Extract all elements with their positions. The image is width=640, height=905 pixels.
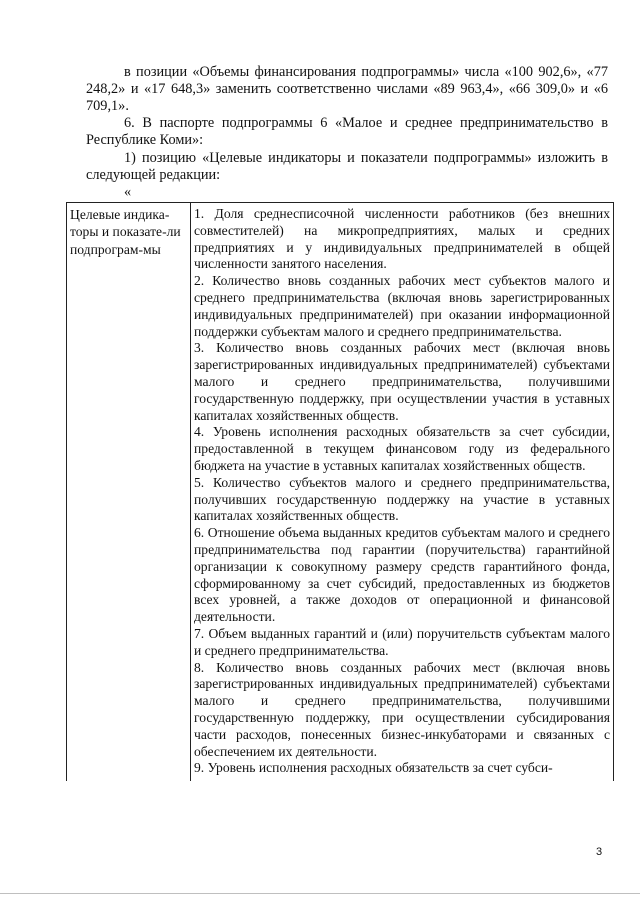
page-number: 3: [596, 846, 603, 858]
table-row: [67, 203, 614, 782]
paragraph-passport-heading: 6. В паспорте подпрограммы 6 «Малое и среднее предпринимательство в Республике Коми»:: [86, 115, 608, 148]
indicator-item-8: 8. Количество вновь созданных рабочих мест (включая вновь зарегистрированных индивидуальных предпринимателей) субъектами малого и среднего предпринимательства, получившими государственную поддержку, при осуществлении субсидирования части расходов, понесенных бизнес-инкубаторами и связанных с обеспечением их деятельности.: [194, 659, 610, 759]
indicator-item-9: 9. Уровень исполнения расходных обязательств за счет субси-: [194, 760, 553, 776]
passport-table: [66, 202, 614, 781]
indicator-item-7: 7. Объем выданных гарантий и (или) поручительств субъектам малого и среднего предпринимательства.: [194, 625, 610, 658]
indicator-item-4: 4. Уровень исполнения расходных обязательств за счет субсидии, предоставленной в текущем финансовом году из федерального бюджета на участие в уставных капиталах хозяйственных обществ.: [194, 424, 610, 473]
indicators-label-cell: Целевые индика-торы и показате-ли подпрограм-мы: [67, 203, 191, 782]
paragraph-position-intro: 1) позицию «Целевые индикаторы и показатели подпрограммы» изложить в следующей редакции:: [86, 150, 608, 183]
indicator-item-3: 3. Количество вновь созданных рабочих мест (включая вновь зарегистрированных индивидуальных предпринимателей) субъектами малого и среднего предпринимательства, получившими государственную поддержку, при осуществлении участия в уставных капиталах хозяйственных обществ.: [194, 340, 610, 423]
opening-quote: «: [124, 184, 132, 200]
indicator-item-5: 5. Количество субъектов малого и среднего предпринимательства, получивших государственную поддержку на участие в уставных капиталах хозяйственных обществ.: [194, 474, 610, 524]
indicators-content-cell: [191, 203, 614, 782]
paragraph-financing: в позиции «Объемы финансирования подпрограммы» числа «100 902,6», «77 248,2» и «17 648,3» заменить соответственно числами «89 963,4», «66 309,0» и «6 709,1».: [86, 64, 608, 114]
indicator-item-2: 2. Количество вновь созданных рабочих мест субъектов малого и среднего предпринимательства (включая вновь зарегистрированных индивидуальных предпринимателей) при оказании информационной поддержки субъектам малого и среднего предпринимательства.: [194, 273, 610, 339]
page-edge-divider: [0, 893, 640, 894]
indicator-item-6: 6. Отношение объема выданных кредитов субъектам малого и среднего предпринимательства под гарантии (поручительства) гарантийной организации к совокупному размеру средств гарантийного фонда, сформированному за счет субсидий, предоставленных из бюджетов всех уровней, а также доходов от операционной и финансовой деятельности.: [194, 525, 610, 625]
indicator-item-1: 1. Доля среднесписочной численности работников (без внешних совместителей) на микропредприятиях, малых и средних предприятиях и у индивидуальных предпринимателей в общей численности занятого населения.: [194, 206, 610, 272]
